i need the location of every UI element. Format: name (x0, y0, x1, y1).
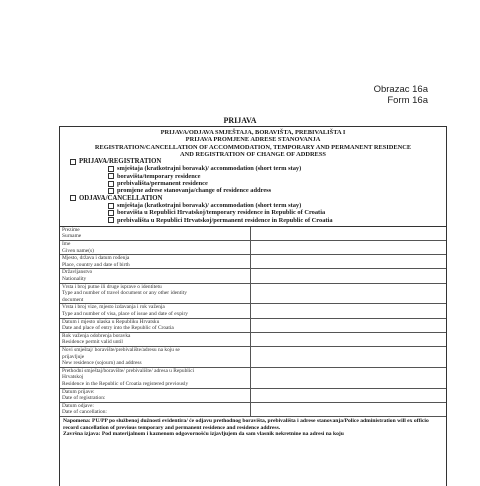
registration-temporary-checkbox[interactable] (108, 173, 114, 179)
field-label-line: Ime (62, 241, 71, 248)
registration-change-address-checkbox[interactable] (108, 188, 114, 194)
field-value-input[interactable] (251, 304, 447, 318)
notes-section (60, 417, 446, 439)
field-value-input[interactable] (251, 255, 447, 269)
field-label-line: Vrsta i broj putne ili druge isprave o identitetu (62, 283, 162, 290)
registration-option-change-address (108, 187, 442, 194)
field-label (60, 283, 251, 304)
registration-option-label: promjene adrese stanovanja/change of residence address (117, 187, 272, 195)
field-value-input[interactable] (251, 346, 447, 367)
cancellation-checkbox[interactable] (70, 195, 76, 201)
field-label-line: Vrsta i broj vize, mjesto izdavanja i rok važenja (62, 304, 165, 311)
field-value-input[interactable] (251, 367, 447, 388)
field-label-line: New residence (sojourn) and address (62, 360, 142, 367)
cancellation-option-label: boravišta u Republici Hrvatskoj/temporary residence in Republic of Croatia (117, 209, 326, 217)
field-row (60, 346, 446, 367)
cancellation-option-label: prebivališta u Republici Hrvatskoj/permanent residence in Republic of Croatia (117, 216, 333, 224)
field-row (60, 402, 446, 416)
cancellation-option-label: smještaja (kratkotrajni boravak)/ accommodation (short term stay) (117, 201, 302, 209)
field-label-line: Rok važenja odobrenja boravka (62, 332, 131, 339)
field-row (60, 283, 446, 304)
registration-accommodation-checkbox[interactable] (108, 166, 114, 172)
field-label-line: Mjesto, država i datum rođenja (62, 255, 130, 262)
field-label (60, 402, 251, 416)
cancellation-group (70, 195, 442, 202)
field-label-line: Datum prijave: (62, 388, 95, 395)
field-row (60, 318, 446, 332)
field-label-line: Residence in the Republic of Croatia registered previously (62, 380, 189, 387)
registration-option-label: boravišta/temporary residence (117, 172, 201, 180)
field-label (60, 318, 251, 332)
field-label-line: Residence permit valid until (62, 339, 123, 346)
cancellation-label: ODJAVA/CANCELLATION (79, 194, 163, 202)
form-code-english: Form 16a (387, 95, 428, 106)
field-row (60, 255, 446, 269)
field-value-input[interactable] (251, 332, 447, 346)
form-code-local: Obrazac 16a (373, 84, 428, 95)
cancellation-option-temporary (108, 209, 442, 216)
field-label-line: Datum i mjesto ulaska u Republiku Hrvatsku (62, 318, 160, 325)
registration-option-permanent (108, 180, 442, 187)
field-label (60, 346, 251, 367)
registration-label: PRIJAVA/REGISTRATION (79, 158, 162, 166)
header-line-1: PRIJAVA/ODJAVA SMJEŠTAJA, BORAVIŠTA, PREBIVALIŠTA I (160, 129, 346, 136)
field-value-input[interactable] (251, 227, 447, 241)
field-label (60, 269, 251, 283)
form-title: PRIJAVA (223, 116, 257, 125)
cancellation-permanent-checkbox[interactable] (108, 217, 114, 223)
field-label-line: Type and number of travel document or any other identity (62, 290, 187, 297)
field-label (60, 304, 251, 318)
field-label (60, 255, 251, 269)
field-label-line: Datum odjave: (62, 402, 94, 409)
field-row (60, 332, 446, 346)
registration-option-temporary (108, 173, 442, 180)
field-row (60, 367, 446, 388)
field-value-input[interactable] (251, 388, 447, 402)
registration-option-accommodation (108, 165, 442, 172)
field-value-input[interactable] (251, 269, 447, 283)
field-label-line: Prezime (62, 226, 80, 233)
field-value-input[interactable] (251, 318, 447, 332)
field-label-line: Novi smještaj/ boravište/prebivalište/adresu na koju se (62, 346, 180, 353)
field-label-line: Date of registration: (62, 395, 106, 402)
note-text: Napomena: PU/PP po službenoj dužnosti evidentira/ će odjavu prethodnog boravišta, prebivališta i adrese stanovanja/Police administration will ex officio record cancellation of previous temporary and permanent residence and residence address. (63, 417, 429, 431)
registration-option-label: prebivališta/permanent residence (117, 180, 208, 188)
field-label (60, 332, 251, 346)
registration-group (70, 158, 442, 165)
field-label-line: Nationality (62, 276, 87, 283)
field-label-line: Date and place of entry into the Republic of Croatia (62, 325, 174, 332)
registration-permanent-checkbox[interactable] (108, 181, 114, 187)
field-label-line: Type and number of visa, place of issue and date of expiry (62, 310, 188, 317)
field-row (60, 304, 446, 318)
field-row (60, 241, 446, 255)
cancellation-option-accommodation (108, 202, 442, 209)
field-label (60, 241, 251, 255)
cancellation-option-permanent (108, 217, 442, 224)
registration-checkbox[interactable] (70, 159, 76, 165)
field-label (60, 388, 251, 402)
field-label-line: Državljanstvo (62, 269, 93, 276)
field-label-line: Surname (62, 233, 82, 240)
fields-table (60, 227, 446, 417)
cancellation-temporary-checkbox[interactable] (108, 210, 114, 216)
field-label-line: prijavljuje (62, 353, 85, 360)
form-sheet (59, 126, 447, 486)
field-label-line: Date of cancellation: (62, 409, 107, 416)
final-statement-text: Završna izjava: Pod materijalnom i kaznenom odgovornošću izjavljujem da sam vlasnik nekretnine na adresi na koju (63, 431, 344, 438)
form-header (60, 127, 446, 227)
header-line-2: PRIJAVA PROMJENE ADRESE STANOVANJA (185, 136, 321, 144)
field-label-line: Hrvatskoj (62, 374, 84, 381)
field-label-line: Given name(s) (62, 247, 94, 254)
field-row (60, 388, 446, 402)
field-label-line: Prethodni smještaj/boravište/ prebivalište/ adresa u Republici (62, 367, 195, 374)
field-row (60, 227, 446, 241)
field-label-line: Place, country and date of birth (62, 261, 130, 268)
header-line-4: AND REGISTRATION OF CHANGE OF ADDRESS (180, 150, 326, 158)
header-line-3: REGISTRATION/CANCELLATION OF ACCOMMODATION, TEMPORARY AND PERMANENT RESIDENCE (94, 143, 412, 151)
form-code (374, 84, 428, 106)
field-label (60, 367, 251, 388)
field-value-input[interactable] (251, 283, 447, 304)
cancellation-accommodation-checkbox[interactable] (108, 203, 114, 209)
field-value-input[interactable] (251, 402, 447, 416)
field-row (60, 269, 446, 283)
field-label-line: document (62, 296, 84, 303)
field-label (60, 227, 251, 241)
registration-option-label: smještaja (kratkotrajni boravak)/ accommodation (short term stay) (117, 165, 302, 173)
field-value-input[interactable] (251, 241, 447, 255)
